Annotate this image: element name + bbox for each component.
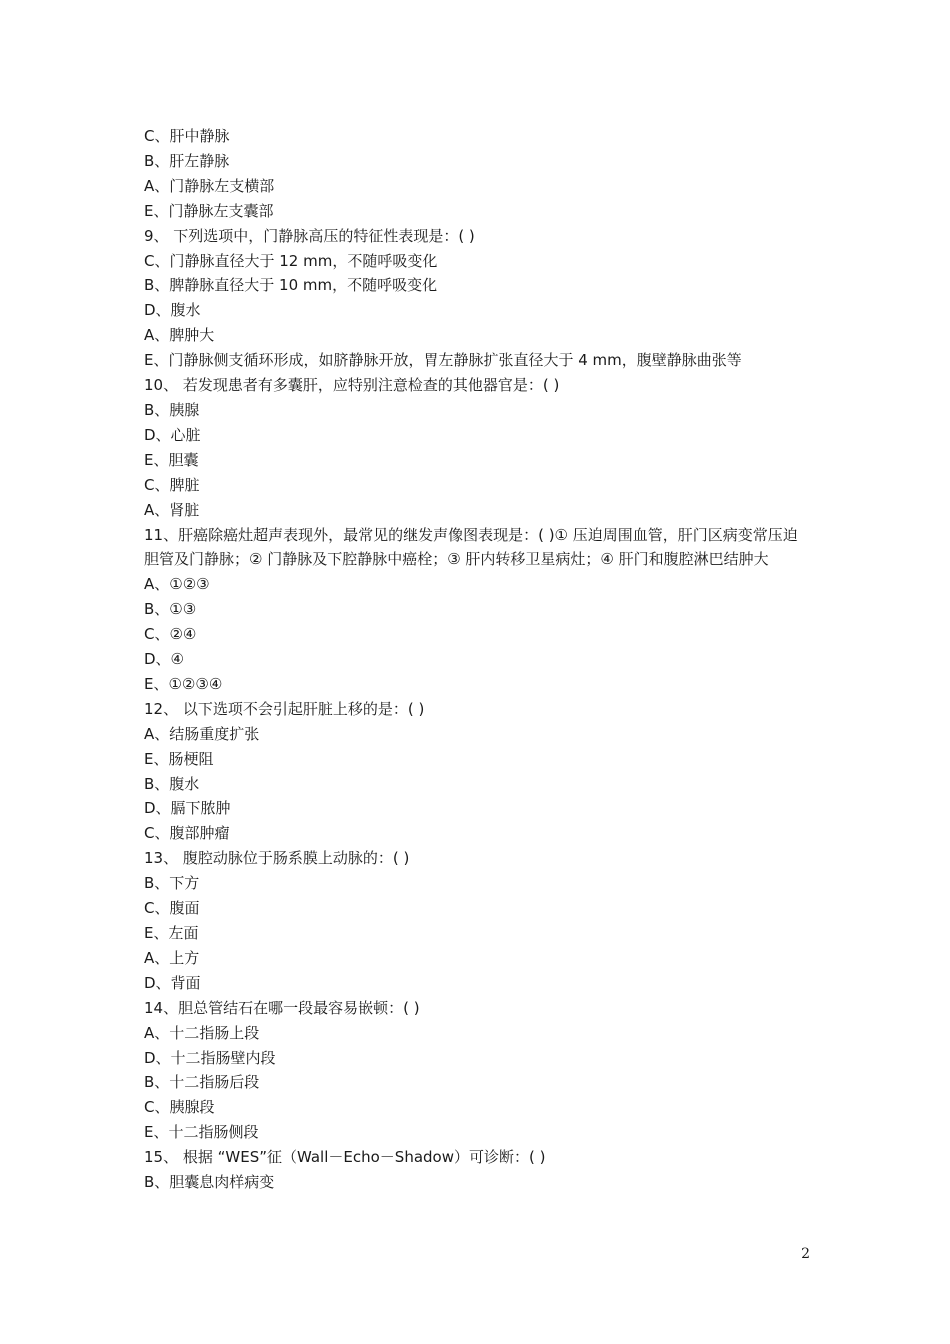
text-line: B、胆囊息肉样病变 [144, 1173, 275, 1192]
text-line: C、腹部肿瘤 [144, 824, 230, 843]
text-line: E、门静脉左支囊部 [144, 201, 274, 220]
document-body [144, 124, 810, 1195]
text-line: C、②④ [144, 625, 197, 644]
question-11: 11、肝癌除癌灶超声表现外，最常见的继发声像图表现是：( )① 压迫周围血管，肝门区病变常压迫胆管及门静脉；② 门静脉及下腔静脉中癌栓；③ 肝内转移卫星病灶；④ 肝门和腹腔淋巴结肿大 [144, 525, 798, 569]
text-line: C、胰腺段 [144, 1098, 215, 1117]
text-line: B、脾静脉直径大于 10 mm，不随呼吸变化 [144, 276, 438, 295]
text-line: D、十二指肠壁内段 [144, 1048, 276, 1067]
text-line: E、门静脉侧支循环形成，如脐静脉开放，胃左静脉扩张直径大于 4 mm，腹壁静脉曲张等 [144, 351, 742, 370]
page-number: 2 [801, 1246, 810, 1262]
text-line: C、肝中静脉 [144, 127, 230, 145]
text-line: A、上方 [144, 948, 200, 967]
text-line: A、肾脏 [144, 500, 200, 519]
text-line: E、肠梗阻 [144, 749, 214, 768]
text-line: B、肝左静脉 [144, 151, 230, 170]
text-line: D、膈下脓肿 [144, 799, 231, 818]
text-line: D、背面 [144, 973, 201, 992]
question-13: 13、 腹腔动脉位于肠系膜上动脉的：( ) [144, 849, 410, 868]
text-line: E、十二指肠侧段 [144, 1123, 259, 1142]
question-14: 14、胆总管结石在哪一段最容易嵌顿：( ) [144, 998, 420, 1017]
question-10: 10、 若发现患者有多囊肝，应特别注意检查的其他器官是：( ) [144, 376, 560, 395]
question-15: 15、 根据 “WES”征（Wall－Echo－Shadow）可诊断：( ) [144, 1148, 546, 1167]
text-line: B、①③ [144, 600, 197, 619]
text-line: B、腹水 [144, 774, 200, 793]
text-line: E、①②③④ [144, 674, 223, 693]
text-line: D、心脏 [144, 425, 201, 444]
text-line: C、门静脉直径大于 12 mm，不随呼吸变化 [144, 251, 438, 270]
question-12: 12、 以下选项不会引起肝脏上移的是：( ) [144, 699, 425, 718]
text-line: B、下方 [144, 874, 200, 893]
text-line: B、十二指肠后段 [144, 1073, 260, 1092]
text-line: A、门静脉左支横部 [144, 176, 275, 195]
text-line: B、胰腺 [144, 400, 200, 419]
text-line: D、④ [144, 650, 184, 669]
text-line: E、胆囊 [144, 450, 199, 469]
text-line: D、腹水 [144, 301, 201, 320]
text-line: A、脾肿大 [144, 326, 215, 345]
text-line: A、①②③ [144, 575, 210, 594]
question-9: 9、 下列选项中，门静脉高压的特征性表现是：( ) [144, 226, 475, 245]
text-line: A、十二指肠上段 [144, 1023, 260, 1042]
text-line: E、左面 [144, 924, 199, 942]
text-line: A、结肠重度扩张 [144, 724, 260, 743]
text-line: C、脾脏 [144, 475, 200, 494]
text-line: C、腹面 [144, 899, 200, 918]
